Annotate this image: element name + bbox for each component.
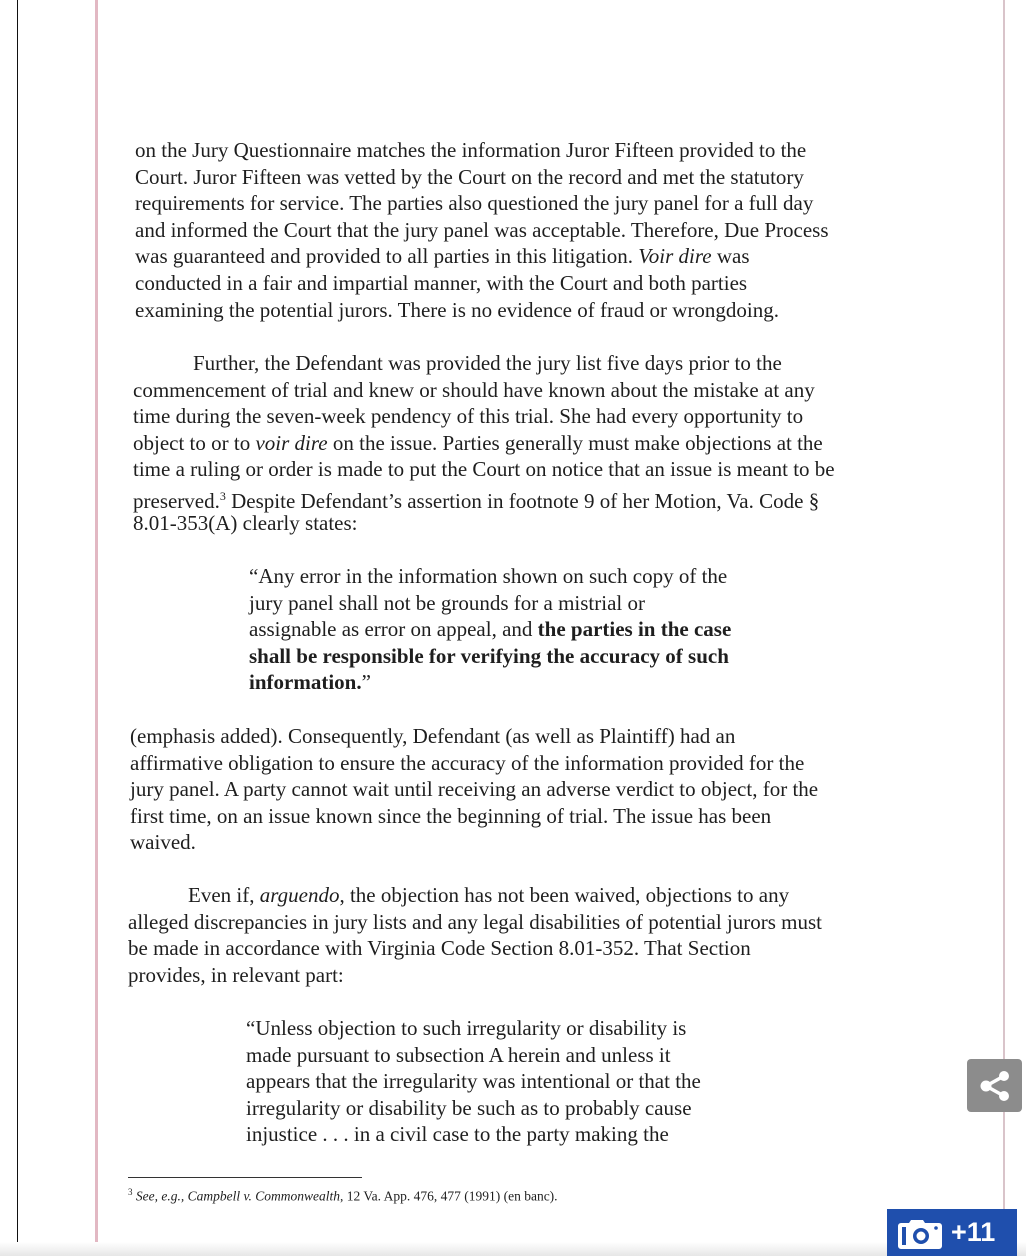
text-segment: provides, in relevant part: bbox=[128, 962, 344, 987]
text-segment: information. bbox=[249, 670, 362, 695]
text-segment: be made in accordance with Virginia Code Section 8.01-352. That Section bbox=[128, 936, 751, 961]
footnote-rule bbox=[128, 1177, 362, 1178]
text-line bbox=[249, 669, 371, 695]
text-line bbox=[135, 297, 779, 323]
text-segment: injustice . . . in a civil case to the party making the bbox=[246, 1122, 669, 1147]
text-line bbox=[130, 776, 818, 802]
text-line bbox=[246, 1015, 686, 1041]
text-line bbox=[249, 563, 727, 589]
text-line bbox=[128, 909, 822, 935]
footnote-ref: 3 bbox=[219, 489, 226, 503]
text-segment: shall be responsible for verifying the accuracy of such bbox=[249, 643, 729, 668]
text-segment: “Unless objection to such irregularity or disability is bbox=[246, 1016, 687, 1040]
bottom-shade bbox=[0, 1242, 1026, 1256]
text-segment: Despite Defendant’s assertion in footnote 9 of her Motion, Va. Code § bbox=[225, 489, 820, 513]
text-segment: affirmative obligation to ensure the accuracy of the information provided for the bbox=[130, 750, 805, 775]
text-segment: , the objection has not been waived, objections to any bbox=[339, 883, 790, 907]
text-segment: Even if, bbox=[188, 883, 260, 907]
text-segment: was guaranteed and provided to all parties in this litigation. bbox=[135, 244, 639, 269]
text-segment: Court. Juror Fifteen was vetted by the Court on the record and met the statutory bbox=[135, 164, 804, 189]
text-line bbox=[249, 590, 645, 616]
text-line bbox=[135, 164, 804, 190]
text-line bbox=[130, 803, 771, 829]
text-segment: requirements for service. The parties also questioned the jury panel for a full day bbox=[135, 191, 814, 216]
text-segment: Further, the Defendant was provided the jury list five days prior to the bbox=[193, 351, 782, 375]
gallery-count: +11 bbox=[951, 1217, 996, 1247]
text-line bbox=[249, 643, 729, 669]
gallery-button[interactable] bbox=[887, 1209, 1017, 1256]
footnote bbox=[128, 1187, 558, 1205]
text-segment: conducted in a fair and impartial manner, with the Court and both parties bbox=[135, 271, 748, 295]
text-segment: examining the potential jurors. There is no evidence of fraud or wrongdoing. bbox=[135, 297, 780, 322]
text-segment: (emphasis added). Consequently, Defendant (as well as Plaintiff) had an bbox=[130, 724, 736, 748]
text-line bbox=[133, 430, 823, 456]
text-segment: commencement of trial and knew or should have known about the mistake at any bbox=[133, 377, 815, 402]
text-line bbox=[128, 935, 751, 961]
text-segment: preserved. bbox=[133, 489, 220, 513]
text-line bbox=[133, 377, 815, 403]
text-segment: arguendo bbox=[259, 883, 340, 907]
text-segment: waived. bbox=[130, 830, 196, 855]
text-line bbox=[135, 243, 750, 269]
text-line bbox=[135, 217, 829, 243]
text-segment: was bbox=[711, 244, 750, 269]
text-segment: and informed the Court that the jury panel was acceptable. Therefore, Due Process bbox=[135, 217, 829, 242]
text-segment: on the issue. Parties generally must make objections at the bbox=[327, 430, 823, 455]
share-button[interactable] bbox=[967, 1059, 1022, 1112]
text-segment: voir dire bbox=[255, 430, 328, 455]
text-segment: made pursuant to subsection A herein and unless it bbox=[246, 1042, 671, 1067]
text-line bbox=[193, 350, 782, 376]
text-line bbox=[188, 882, 789, 908]
text-segment: ” bbox=[361, 670, 371, 695]
text-segment: assignable as error on appeal, and bbox=[249, 617, 538, 642]
text-line bbox=[246, 1068, 701, 1094]
text-line bbox=[246, 1042, 671, 1068]
text-segment: on the Jury Questionnaire matches the information Juror Fifteen provided to the bbox=[135, 138, 807, 162]
text-line bbox=[130, 750, 804, 776]
text-segment: “Any error in the information shown on such copy of the bbox=[249, 564, 728, 588]
text-line bbox=[249, 616, 731, 642]
text-segment: the parties in the case bbox=[537, 617, 732, 642]
text-segment: object to or to bbox=[133, 430, 256, 455]
footnote-citation: See, e.g., Campbell v. Commonwealth bbox=[135, 1188, 340, 1204]
text-segment: jury panel shall not be grounds for a mistrial or bbox=[249, 590, 645, 615]
text-line bbox=[130, 829, 196, 855]
text-line bbox=[135, 270, 747, 296]
text-line bbox=[246, 1095, 692, 1121]
text-segment: irregularity or disability be such as to probably cause bbox=[246, 1095, 692, 1120]
text-segment: Voir dire bbox=[638, 244, 712, 269]
text-line bbox=[130, 723, 735, 749]
text-line bbox=[135, 137, 806, 163]
text-line bbox=[246, 1121, 669, 1147]
text-segment: jury panel. A party cannot wait until receiving an adverse verdict to object, for the bbox=[130, 777, 819, 802]
text-segment: first time, on an issue known since the beginning of trial. The issue has been bbox=[130, 803, 772, 828]
footnote-number: 3 bbox=[128, 1187, 133, 1197]
text-segment: time during the seven-week pendency of this trial. She had every opportunity to bbox=[133, 404, 804, 429]
text-segment: alleged discrepancies in jury lists and any legal disabilities of potential jurors must bbox=[128, 909, 823, 934]
text-line bbox=[133, 510, 358, 536]
text-line bbox=[133, 456, 835, 482]
text-line bbox=[135, 190, 813, 216]
camera-icon bbox=[897, 1216, 943, 1250]
left-border bbox=[0, 0, 18, 1256]
text-line bbox=[128, 962, 344, 988]
text-segment: time a ruling or order is made to put the Court on notice that an issue is meant to be bbox=[133, 457, 835, 482]
text-segment: 8.01-353(A) clearly states: bbox=[133, 510, 358, 535]
footnote-citation-detail: , 12 Va. App. 476, 477 (1991) (en banc). bbox=[339, 1188, 558, 1204]
text-line bbox=[133, 403, 803, 429]
share-icon bbox=[978, 1069, 1012, 1103]
text-segment: appears that the irregularity was intentional or that the bbox=[246, 1069, 701, 1094]
